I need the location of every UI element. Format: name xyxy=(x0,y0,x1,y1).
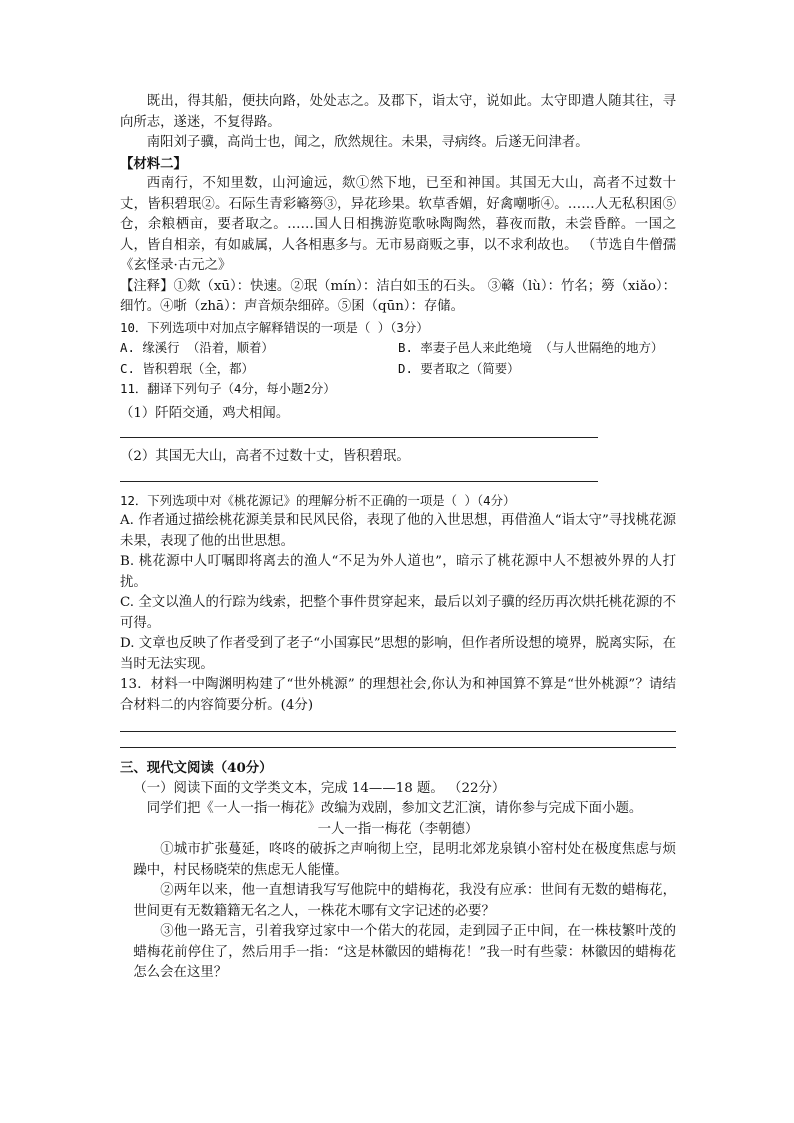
material1-paragraph-1: 既出，得其船，便扶向路，处处志之。及郡下，诣太守，说如此。太守即遣人随其往，寻向所志，遂迷，不复得路。 xyxy=(120,94,676,130)
question-12-option-b: B. 桃花源中人叮嘱即将离去的渔人“不足为外人道也”，暗示了桃花源中人不想被外界的人打扰。 xyxy=(120,554,676,590)
question-11-sentence-2: （2）其国无大山，高者不过数十丈，皆积碧珉。 xyxy=(120,449,410,464)
question-10-stem: 10．下列选项中对加点字解释错误的一项是（ ）（3分） xyxy=(120,319,429,335)
material2-heading: 【材料二】 xyxy=(120,155,187,172)
question-10-options-row-1 xyxy=(120,338,676,359)
question-12-option-d: D. 文章也反映了作者受到了老子“小国寡民”思想的影响，但作者所设想的境界，脱离实际，在当时无法实现。 xyxy=(120,636,676,672)
answer-line xyxy=(120,730,676,732)
material1-paragraph-2: 南阳刘子骥，高尚士也，闻之，欣然规往。未果，寻病终。后遂无问津者。 xyxy=(146,135,589,150)
material2-notes: 【注释】①欻（xū）：快速。②珉（mín）：洁白如玉的石头。 ③簵（lù）：竹名；簩（xiǎo）：细竹。④哳（zhā）：声音烦杂细碎。⑤囷（qūn）：存储。 xyxy=(120,278,676,314)
article-paragraph-3: ③他一路无言，引着我穿过家中一个偌大的花园，走到园子正中间，在一株枝繁叶茂的蜡梅花前停住了，然后用手一指：“这是林徽因的蜡梅花！”我一时有些蒙：林徽因的蜡梅花怎么会在这里？ xyxy=(133,924,676,980)
material2-body: 西南行，不知里数，山河逾远，欻①然下地，已至和神国。其国无大山，高者不过数十丈，皆积碧珉②。石际生青彩簵簩③，异花珍果。软草香媚，好禽嘲哳④。……人无私积囷⑤仓，余粮栖亩，要者取之。……国人日相携游览歌咏陶陶然，暮夜而散，未尝昏醉。一国之人，皆自相亲，有如戚属，人各相惠多与。无市易商贩之事，以不求利故也。 （节选自牛僧孺《玄怪录·古元之》 xyxy=(120,176,676,273)
question-13-stem: 13．材料一中陶渊明构建了“世外桃源” 的理想社会,你认为和神国算不算是“世外桃源”？请结合材料二的内容简要分析。(4分) xyxy=(120,677,676,713)
article-title: 一人一指一梅花（李朝德） xyxy=(317,821,479,837)
drama-intro: 同学们把《一人一指一梅花》改编为戏剧，参加文艺汇演，请你参与完成下面小题。 xyxy=(146,801,643,816)
answer-line xyxy=(120,436,598,438)
article-paragraph-2: ②两年以来，他一直想请我写写他院中的蜡梅花，我没有应承：世间有无数的蜡梅花，世间更有无数籍籍无名之人，一株花木哪有文字记述的必要？ xyxy=(133,883,676,919)
exam-page xyxy=(120,92,676,984)
question-11-stem: 11．翻译下列句子（4分，每小题2分） xyxy=(120,381,336,396)
section-3-subheading: （一）阅读下面的文学类文本，完成 14——18 题。 （22分） xyxy=(133,780,506,796)
question-11-sentence-1: （1）阡陌交通，鸡犬相闻。 xyxy=(120,405,290,421)
question-10-option-b: B. 率妻子邑人来此绝境 （与人世隔绝的地方） xyxy=(398,340,664,355)
question-10-option-d: D. 要者取之（简要） xyxy=(398,360,520,376)
question-10-options-row-2 xyxy=(120,359,676,380)
question-10-option-c: C. 皆积碧珉（全，都） xyxy=(120,360,254,376)
question-10-option-a: A. 缘溪行 （沿着，顺着） xyxy=(120,340,274,355)
answer-line xyxy=(120,480,598,482)
article-paragraph-1: ①城市扩张蔓延，咚咚的破拆之声响彻上空，昆明北郊龙泉镇小窑村处在极度焦虑与烦躁中，村民杨晓荣的焦虑无人能懂。 xyxy=(133,842,676,878)
question-12-option-c: C. 全文以渔人的行踪为线索，把整个事件贯穿起来，最后以刘子骥的经历再次烘托桃花源的不可得。 xyxy=(120,595,676,631)
answer-line xyxy=(120,746,676,748)
question-12-option-a: A. 作者通过描绘桃花源美景和民风民俗，表现了他的入世思想，再借渔人“诣太守”寻找桃花源未果，表现了他的出世思想。 xyxy=(120,513,676,549)
section-3-heading: 三、现代文阅读（40分） xyxy=(120,760,273,776)
question-12-stem: 12．下列选项中对《桃花源记》的理解分析不正确的一项是（ ）（4分） xyxy=(120,492,516,508)
